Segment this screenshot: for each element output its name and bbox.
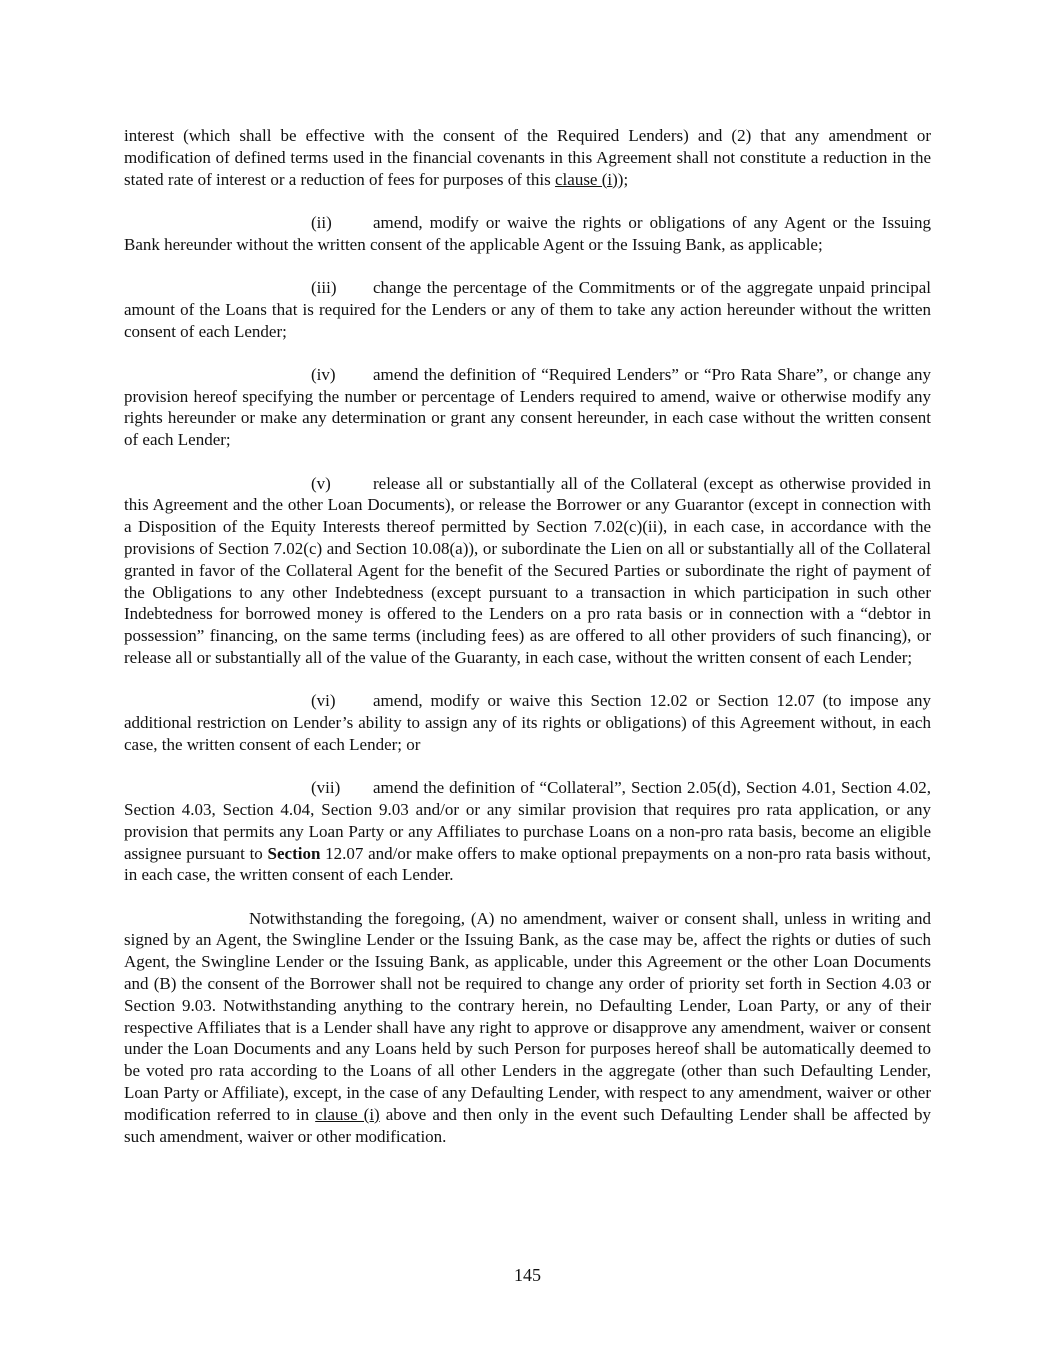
clause-vii xyxy=(124,777,931,886)
clause-number: (iv) xyxy=(311,364,336,384)
clause-reference: clause (i) xyxy=(555,169,618,189)
clause-number: (ii) xyxy=(311,212,332,232)
clause-iv xyxy=(124,364,931,451)
clause-number: (vii) xyxy=(311,778,341,798)
paragraph-continuation xyxy=(124,125,931,190)
paragraph-text: Notwithstanding the foregoing, (A) no amendment, waiver or consent shall, unless in writing and signed by an Agent, the Swingline Lender or the Issuing Bank, as the case may be, affect the rights or duties of such Agent, the Swingline Lender or the Issuing Bank, as applicable, under this Agreement or the other Loan Documents and (B) the consent of the Borrower shall not be required to change any order of priority set forth in Section 4.03 or Section 9.03. Notwithstanding anything to the contrary herein, no Defaulting Lender, Loan Party, or any of their respective Affiliates that is a Lender shall have any right to approve or disapprove any amendment, waiver or consent under the Loan Documents and any Loans held by such Person for purposes hereof shall be automatically deemed to be voted pro rata according to the Loans of all other Lenders in the aggregate (other than such Defaulting Lender, Loan Party or Affiliate), except, in the case of any Defaulting Lender, with respect to any amendment, waiver or other modification referred to in xyxy=(124,908,931,1124)
paragraph-text: above and then only in the event such Defaulting Lender shall be affected by such amendment, waiver or other modification. xyxy=(124,1104,931,1146)
notwithstanding-paragraph xyxy=(124,908,931,1148)
clause-ii xyxy=(124,212,931,256)
clause-text: 12.07 and/or make offers to make optional prepayments on a non-pro rata basis without, in each case, the written consent of each Lender. xyxy=(124,843,932,885)
clause-number: (v) xyxy=(311,473,331,493)
paragraph-text: ); xyxy=(617,169,629,189)
bold-section-reference: Section xyxy=(267,843,321,863)
clause-iii xyxy=(124,277,931,342)
clause-text: amend, modify or waive the rights or obligations of any Agent or the Issuing Bank hereunder without the written consent of the applicable Agent or the Issuing Bank, as applicable; xyxy=(124,212,931,254)
clause-text: change the percentage of the Commitments or of the aggregate unpaid principal amount of the Loans that is required for the Lenders or any of them to take any action hereunder without the written consent of each Lender; xyxy=(124,277,931,341)
paragraph-text: interest (which shall be effective with the consent of the Required Lenders) and (2) that any amendment or modification of defined terms used in the financial covenants in this Agreement shall not constitute a reduction in the stated rate of interest or a reduction of fees for purposes of this xyxy=(124,126,931,189)
clause-reference: clause (i) xyxy=(315,1104,380,1124)
clause-number: (vi) xyxy=(311,691,336,711)
clause-text: amend the definition of “Collateral”, Section 2.05(d), Section 4.01, Section 4.02, Section 4.03, Section 4.04, Section 9.03 and/or or any similar provision that requires pro rata application, or any provision that permits any Loan Party or any Affiliates to purchase Loans on a non-pro rata basis, become an eligible assignee pursuant to xyxy=(124,778,931,863)
document-body xyxy=(124,125,931,1147)
clause-vi xyxy=(124,690,931,755)
clause-text: amend the definition of “Required Lenders” or “Pro Rata Share”, or change any provision hereof specifying the number or percentage of Lenders required to amend, waive or otherwise modify any rights hereunder or make any determination or grant any consent hereunder, in each case without the written consent of each Lender; xyxy=(124,364,931,450)
clause-v xyxy=(124,473,931,669)
clause-number: (iii) xyxy=(311,277,337,297)
page-number: 145 xyxy=(514,1265,541,1285)
clause-text: release all or substantially all of the Collateral (except as otherwise provided in this Agreement and the other Loan Documents), or release the Borrower or any Guarantor (except in connection with a Disposition of the Equity Interests thereof permitted by Section 7.02(c)(ii), in each case, in accordance with the provisions of Section 7.02(c) and Section 10.08(a)), or subordinate the Lien on all or substantially all of the Collateral granted in favor of the Collateral Agent for the benefit of the Secured Parties or subordinate the right of payment of the Obligations to any other Indebtedness (except pursuant to a transaction in which participation in such other Indebtedness for borrowed money is offered to the Lenders on a pro rata basis or in connection with a “debtor in possession” financing, on the same terms (including fees) as are offered to all other providers of such financing), or release all or substantially all of the value of the Guaranty, in each case, without the written consent of each Lender; xyxy=(124,473,931,667)
clause-text: amend, modify or waive this Section 12.02 or Section 12.07 (to impose any additional restriction on Lender’s ability to assign any of its rights or obligations) of this Agreement without, in each case, the written consent of each Lender; or xyxy=(124,691,931,754)
